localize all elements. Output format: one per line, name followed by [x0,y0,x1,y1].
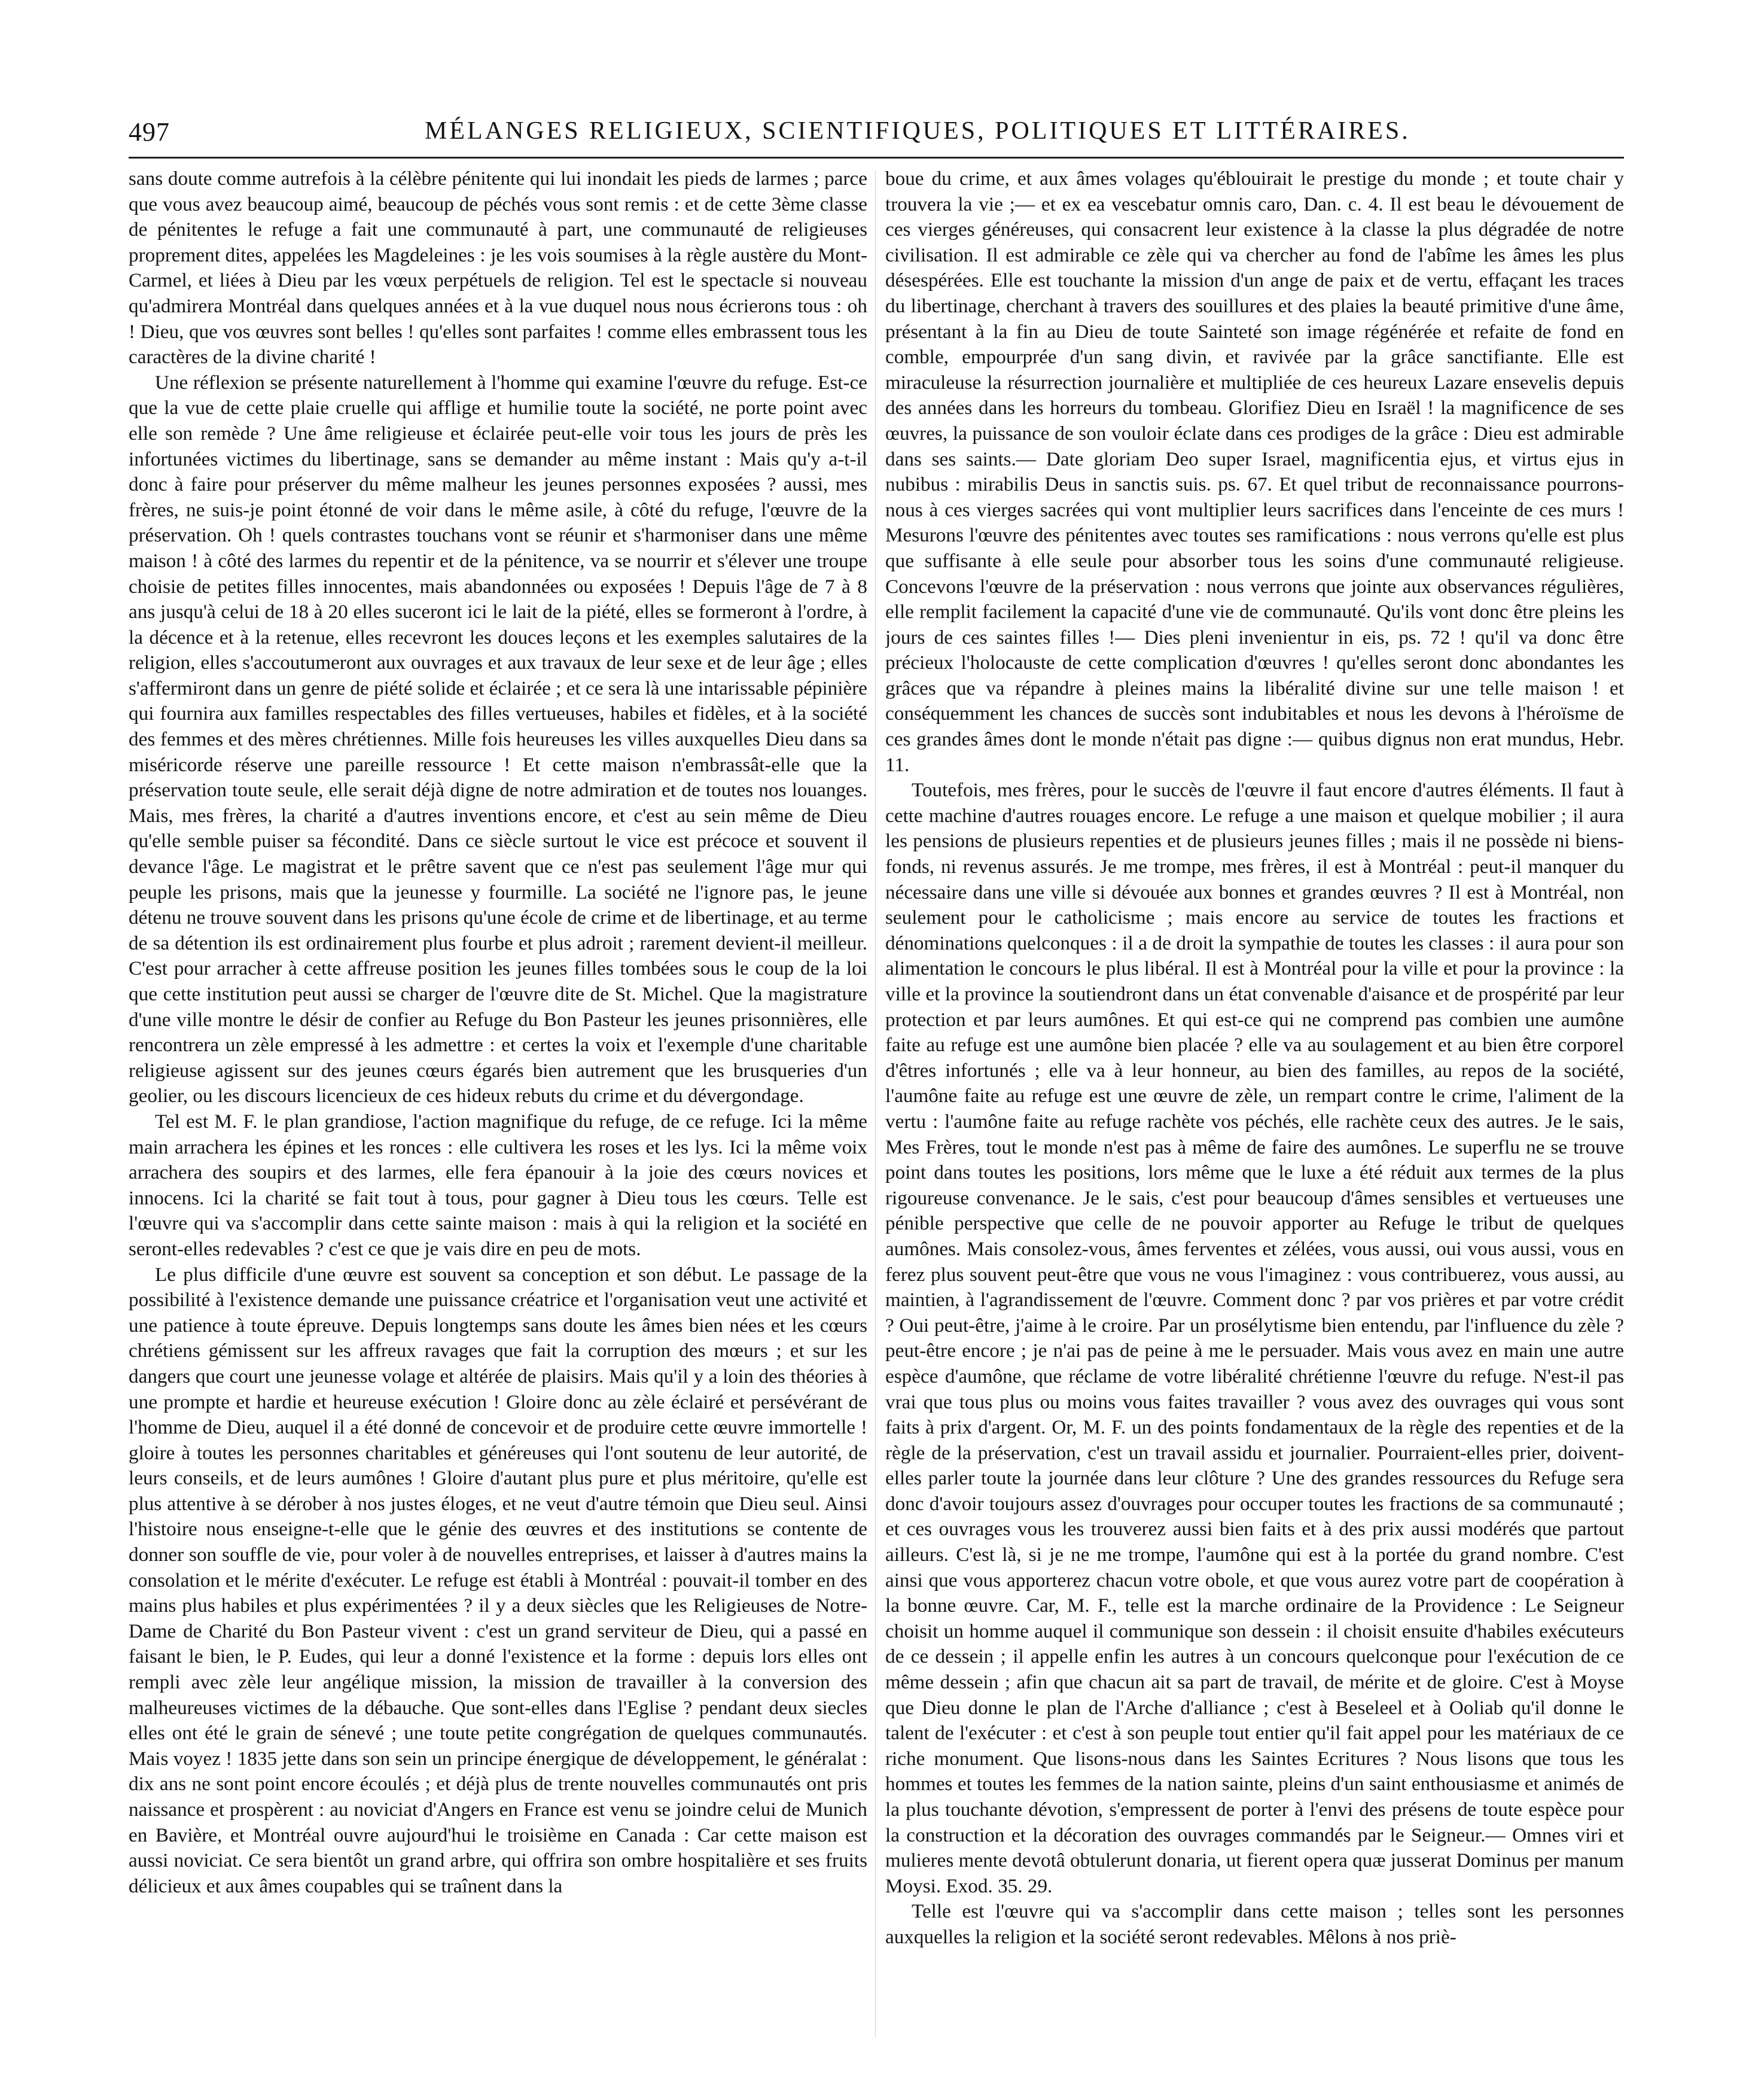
header-rule [129,157,1624,159]
paragraph: Le plus difficile d'une œuvre est souvent sa conception et son début. Le passage de la possibilité à l'existence demande une puissance créatrice et l'organisation veut une activité et une patience à toute épreuve. Depuis longtemps sans doute les âmes bien nées et les cœurs chrétiens gémissent sur les affreux ravages que fait la corruption des mœurs ; et sur les dangers que court une jeunesse volage et altérée de plaisirs. Mais qu'il y a loin des théories à une prompte et hardie et heureuse exécution ! Gloire donc au zèle éclairé et persévérant de l'homme de Dieu, auquel il a été donné de concevoir et de produire cette œuvre immortelle ! gloire à toutes les personnes charitables et généreuses qui l'ont soutenu de leur autorité, de leurs conseils, et de leurs aumônes ! Gloire d'autant plus pure et plus méritoire, qu'elle est plus attentive à se dérober à nos justes éloges, et ne veut d'autre témoin que Dieu seul. Ainsi l'histoire nous enseigne-t-elle que le génie des œuvres et des institutions se contente de donner son souffle de vie, pour voler à de nouvelles entreprises, et laisser à d'autres mains la consolation et le mérite d'exécuter. Le refuge est établi à Montréal : pouvait-il tomber en des mains plus habiles et plus expérimentées ? il y a deux siècles que les Religieuses de Notre-Dame de Charité du Bon Pasteur vivent : c'est un grand serviteur de Dieu, qui a passé en faisant le bien, le P. Eudes, qui leur a donné l'existence et la forme : depuis lors elles ont rempli avec zèle leur angélique mission, la mission de travailler à la conversion des malheureuses victimes de la débauche. Que sont-elles dans l'Eglise ? pendant deux siecles elles ont été le grain de sénevé ; une toute petite congrégation de quelques communautés. Mais voyez ! 1835 jette dans son sein un principe énergique de développement, le généralat : dix ans ne sont point encore écoulés ; et déjà plus de trente nouvelles communautés ont pris naissance et prospèrent : au noviciat d'Angers en France est venu se joindre celui de Munich en Bavière, et Montréal ouvre aujourd'hui le troisième en Canada : Car cette maison est aussi noviciat. Ce sera bientôt un grand arbre, qui offrira son ombre hospitalière et ses fruits délicieux et aux âmes coupables qui se traînent dans la [129,1263,867,1897]
paragraph: boue du crime, et aux âmes volages qu'éblouirait le prestige du monde ; et toute chair y trouvera la vie ;— et ex ea vescebatur omnis caro, Dan. c. 4. Il est beau le dévouement de ces vierges généreuses, qui consacrent leur existence à la classe la plus dégradée de notre civilisation. Il est admirable ce zèle qui va chercher au fond de l'abîme les âmes les plus désespérées. Elle est touchante la mission d'un ange de paix et de vertu, effaçant les traces du libertinage, cherchant à travers des souillures et des plaies la beauté primitive d'une âme, présentant à la fin au Dieu de toute Sainteté son image régénérée et refaite de fond en comble, empourprée d'un sang divin, et ravivée par la grâce sanctifiante. Elle est miraculeuse la résurrection journalière et multipliée de ces heureux Lazare ensevelis depuis des années dans les horreurs du tombeau. Glorifiez Dieu en Israël ! la magnificence de ses œuvres, la puissance de son vouloir éclate dans ces prodiges de la grâce : Dieu est admirable dans ses saints.— Date gloriam Deo super Israel, magnificentia ejus, et virtus ejus in nubibus : mirabilis Deus in sanctis suis. ps. 67. Et quel tribut de reconnaissance pourrons-nous à ces vierges sacrées qui vont multiplier leurs sacrifices dans l'enceinte de ces murs ! Mesurons l'œuvre des pénitentes avec toutes ses ramifications : nous verrons qu'elle est plus que suffisante à elle seule pour absorber tous les soins d'une communauté religieuse. Concevons l'œuvre de la préservation : nous verrons que jointe aux observances régulières, elle remplit facilement la capacité d'une vie de communauté. Qu'ils vont donc être pleins les jours de ces saintes filles !— Dies pleni invenientur in eis, ps. 72 ! qu'il va donc être précieux l'holocauste de cette complication d'œuvres ! qu'elles seront donc abondantes les grâces que va répandre à pleines mains la libéralité divine sur une telle maison ! et conséquemment les chances de succès sont indubitables et nous les devons à l'héroïsme de ces grandes âmes dont le monde n'était pas digne :— quibus dignus non erat mundus, Hebr. 11. [885,168,1624,776]
left-column [129,166,867,2045]
paragraph: sans doute comme autrefois à la célèbre pénitente qui lui inondait les pieds de larmes ; parce que vous avez beaucoup aimé, beaucoup de péchés vous sont remis : et de cette 3ème classe de pénitentes le refuge a fait une communauté à part, une communauté de religieuses proprement dites, appelées les Magdeleines : je les vois soumises à la règle austère du Mont-Carmel, et liées à Dieu par les vœux perpétuels de religion. Tel est le spectacle si nouveau qu'admirera Montréal dans quelques années et à la vue duquel nous nous écrierons tous : oh ! Dieu, que vos œuvres sont belles ! qu'elles sont parfaites ! comme elles embrassent tous les caractères de la divine charité ! [129,168,867,369]
paragraph: Tel est M. F. le plan grandiose, l'action magnifique du refuge, de ce refuge. Ici la même main arrachera les épines et les ronces : elle cultivera les roses et les lys. Ici la même voix arrachera des soupirs et des larmes, elle fera épanouir à la joie des cœurs novices et innocens. Ici la charité se fait tout à tous, pour gagner à Dieu tous les cœurs. Telle est l'œuvre qui va s'accomplir dans cette sainte maison : mais à qui la religion et la société en seront-elles redevables ? c'est ce que je vais dire en peu de mots. [129,1110,867,1260]
page-number: 497 [129,117,170,147]
running-title: MÉLANGES RELIGIEUX, SCIENTIFIQUES, POLITIQUES ET LITTÉRAIRES. [425,117,1410,145]
right-column [885,166,1624,2045]
paragraph: Telle est l'œuvre qui va s'accomplir dans cette maison ; telles sont les personnes auxquelles la religion et la société seront redevables. Mêlons à nos priè- [885,1900,1624,1948]
column-divider [875,171,876,2037]
page-header [129,117,1624,159]
paragraph: Toutefois, mes frères, pour le succès de l'œuvre il faut encore d'autres éléments. Il faut à cette machine d'autres rouages encore. Le refuge a une maison et quelque mobilier ; il aura les pensions de plusieurs repenties et de plusieurs jeunes filles ; mais il ne possède ni biens-fonds, ni revenus assurés. Je me trompe, mes frères, il est à Montréal : peut-il manquer du nécessaire dans une ville si dévouée aux bonnes et grandes œuvres ? Il est à Montréal, non seulement pour le catholicisme ; mais encore au service de toutes les fractions et dénominations quelconques : il a de droit la sympathie de toutes les classes : il aura pour son alimentation le concours le plus libéral. Il est à Montréal pour la ville et pour la province : la ville et la province la soutiendront dans un état convenable d'aisance et de prospérité par leur protection et par leurs aumônes. Et qui est-ce qui ne comprend pas combien une aumône faite au refuge est une aumône bien placée ? elle va au soulagement et au bien être corporel d'êtres infortunés ; elle va à leur honneur, au bien des familles, au repos de la société, l'aumône faite au refuge est une œuvre de zèle, un rempart contre le crime, l'aliment de la vertu : l'aumône faite au refuge rachète vos péchés, elle rachète ceux des autres. Je le sais, Mes Frères, tout le monde n'est pas à même de faire des aumônes. Le superflu ne se trouve point dans toutes les positions, lors même que le luxe a été réduit aux termes de la plus rigoureuse convenance. Je le sais, c'est pour beaucoup d'âmes sensibles et vertueuses une pénible perspective que celle de ne pouvoir apporter au Refuge le tribut de quelques aumônes. Mais consolez-vous, âmes ferventes et zélées, vous aussi, oui vous aussi, vous en ferez plus souvent peut-être que vous ne vous l'imaginez : vous contribuerez, vous aussi, au maintien, à l'agrandissement de l'œuvre. Comment donc ? par vos prières et par votre crédit ? Oui peut-être, j'aime à le croire. Par un prosélytisme bien entendu, par l'influence du zèle ? peut-être encore ; je n'ai pas de peine à me le persuader. Mais vous avez en main une autre espèce d'aumône, que réclame de votre libéralité chrétienne l'œuvre du refuge. N'est-il pas vrai que tous plus ou moins vous faites travailler ? vous avez des ouvrages qui vous sont faits à prix d'argent. Or, M. F. un des points fondamentaux de la règle des repenties et de la règle de la préservation, c'est un travail assidu et journalier. Pourraient-elles prier, doivent-elles parler toute la journée dans leur clôture ? Une des grandes ressources du Refuge sera donc d'avoir toujours assez d'ouvrages pour occuper toutes les fractions de sa communauté ; et ces ouvrages vous les trouverez aussi bien faits et à des prix aussi modérés que partout ailleurs. C'est là, si je ne me trompe, l'aumône qui est à la portée du grand nombre. C'est ainsi que vous apporterez chacun votre obole, et que vous aurez votre part de coopération à la bonne œuvre. Car, M. F., telle est la marche ordinaire de la Providence : Le Seigneur choisit un homme auquel il communique son dessein : il choisit ensuite d'habiles exécuteurs de ce dessein ; il appelle enfin les autres à un concours quelconque pour l'exécution de ce même dessein ; afin que chacun ait sa part de travail, de mérite et de gloire. C'est à Moyse que Dieu donne le plan de l'Arche d'alliance ; c'est à Beseleel et à Ooliab qu'il donne le talent de l'exécuter : et c'est à son peuple tout entier qu'il fait appel pour les matériaux de ce riche monument. Que lisons-nous dans les Saintes Ecritures ? Nous lisons que tous les hommes et toutes les femmes de la nation sainte, pleins d'un saint enthousiasme et animés de la plus touchante dévotion, s'empressent de porter à l'envi des présens de toute espèce pour la construction et la décoration des ouvrages commandés par le Seigneur.— Omnes viri et mulieres mente devotâ obtulerunt donaria, ut fierent opera quæ jusserat Dominus per manum Moysi. Exod. 35. 29. [885,779,1624,1897]
paragraph: Une réflexion se présente naturellement à l'homme qui examine l'œuvre du refuge. Est-ce que la vue de cette plaie cruelle qui afflige et humilie toute la société, ne porte point avec elle son remède ? Une âme religieuse et éclairée peut-elle voir tous les jours de près les infortunées victimes du libertinage, sans se demander au même instant : Mais qu'y a-t-il donc à faire pour préserver du même malheur les jeunes personnes exposées ? aussi, mes frères, ne suis-je point étonné de voir dans le même asile, à côté du refuge, l'œuvre de la préservation. Oh ! quels contrastes touchans vont se réunir et s'harmoniser dans une même maison ! à côté des larmes du repentir et de la pénitence, va se nourrir et s'élever une troupe choisie de petites filles innocentes, mais abandonnées ou exposées ! Depuis l'âge de 7 à 8 ans jusqu'à celui de 18 à 20 elles suceront ici le lait de la piété, elles se formeront à l'ordre, à la décence et à la retenue, elles recevront les douces leçons et les exemples salutaires de la religion, elles s'accoutumeront aux ouvrages et aux travaux de leur sexe et de leur âge ; elles s'affermiront dans un genre de piété solide et éclairée ; et ce sera là une intarissable pépinière qui fournira aux familles respectables des filles vertueuses, habiles et fidèles, et à la société des femmes et des mères chrétiennes. Mille fois heureuses les villes auxquelles Dieu dans sa miséricorde réserve une pareille ressource ! Et cette maison n'embrassât-elle que la préservation toute seule, elle serait déjà digne de notre admiration et de toutes nos louanges. Mais, mes frères, la charité a d'autres inventions encore, et c'est au sein même de Dieu qu'elle semble puiser sa fécondité. Dans ce siècle surtout le vice est précoce et souvent il devance l'âge. Le magistrat et le prêtre savent que ce n'est pas seulement l'âge mur qui peuple les prisons, mais que la jeunesse y fourmille. La société ne l'ignore pas, le jeune détenu ne trouve souvent dans les prisons qu'une école de crime et de libertinage, et au terme de sa détention ils est ordinairement plus fourbe et plus adroit ; rarement devient-il meilleur. C'est pour arracher à cette affreuse position les jeunes filles tombées sous le coup de la loi que cette institution peut aussi se charger de l'œuvre dite de St. Michel. Que la magistrature d'une ville montre le désir de confier au Refuge du Bon Pasteur les jeunes prisonnières, elle rencontrera un zèle empressé à les admettre : et certes la voix et l'exemple d'une charitable religieuse agissent sur des jeunes cœurs égarés bien autrement que les brusqueries d'un geolier, ou les discours licencieux de ces hideux rebuts du crime et du dévergondage. [129,371,867,1107]
